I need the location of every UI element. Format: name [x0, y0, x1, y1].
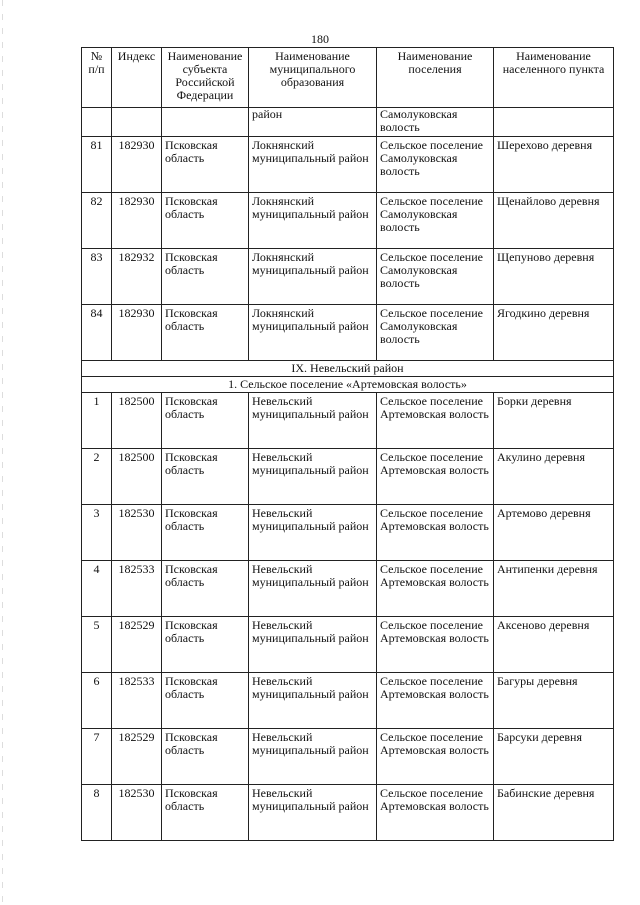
cell-locality: Щенайлово деревня [494, 193, 614, 249]
cell-subject: Псковская область [162, 785, 249, 841]
cell-index: 182930 [112, 137, 162, 193]
cell-settlement: Сельское поселение Артемовская волость [377, 561, 494, 617]
cell-index: 182932 [112, 249, 162, 305]
cell-settlement: Сельское поселение Самолуковская волость [377, 193, 494, 249]
cell-num: 84 [82, 305, 112, 361]
table-row [82, 449, 614, 505]
cell-subject: Псковская область [162, 561, 249, 617]
cell-municipality: район [249, 108, 377, 137]
settlement-heading: 1. Сельское поселение «Артемовская волость» [82, 377, 614, 393]
cell-subject: Псковская область [162, 137, 249, 193]
continuation-row [82, 108, 614, 137]
cell-municipality: Невельский муниципальный район [249, 729, 377, 785]
cell-num: 81 [82, 137, 112, 193]
cell-municipality: Невельский муниципальный район [249, 393, 377, 449]
cell-locality: Антипенки деревня [494, 561, 614, 617]
cell-subject: Псковская область [162, 673, 249, 729]
cell-num: 7 [82, 729, 112, 785]
cell-num: 2 [82, 449, 112, 505]
cell-settlement: Сельское поселение Артемовская волость [377, 673, 494, 729]
cell-subject: Псковская область [162, 449, 249, 505]
cell-index: 182930 [112, 305, 162, 361]
cell-num [82, 108, 112, 137]
cell-settlement: Сельское поселение Самолуковская волость [377, 249, 494, 305]
district-heading-row [82, 361, 614, 377]
cell-subject [162, 108, 249, 137]
table-row [82, 305, 614, 361]
scan-edge [2, 0, 3, 905]
cell-locality: Аксеново деревня [494, 617, 614, 673]
table-row [82, 729, 614, 785]
cell-locality: Ягодкино деревня [494, 305, 614, 361]
settlement-heading-row [82, 377, 614, 393]
cell-subject: Псковская область [162, 729, 249, 785]
cell-municipality: Невельский муниципальный район [249, 785, 377, 841]
table-row [82, 561, 614, 617]
header-locality: Наименование населенного пункта [494, 48, 614, 108]
cell-locality: Багуры деревня [494, 673, 614, 729]
cell-municipality: Локнянский муниципальный район [249, 305, 377, 361]
cell-settlement: Сельское поселение Самолуковская волость [377, 305, 494, 361]
cell-municipality: Локнянский муниципальный район [249, 137, 377, 193]
page-number: 180 [311, 32, 329, 46]
cell-settlement: Сельское поселение Артемовская волость [377, 505, 494, 561]
cell-municipality: Невельский муниципальный район [249, 561, 377, 617]
cell-index: 182500 [112, 393, 162, 449]
cell-settlement: Сельское поселение Самолуковская волость [377, 137, 494, 193]
cell-num: 82 [82, 193, 112, 249]
cell-index: 182500 [112, 449, 162, 505]
table-row [82, 673, 614, 729]
cell-settlement: Сельское поселение Артемовская волость [377, 449, 494, 505]
header-subject: Наименование субъекта Российской Федерации [162, 48, 249, 108]
cell-locality: Бабинские деревня [494, 785, 614, 841]
cell-locality: Щепуново деревня [494, 249, 614, 305]
cell-subject: Псковская область [162, 249, 249, 305]
settlements-table [81, 47, 614, 841]
cell-subject: Псковская область [162, 393, 249, 449]
cell-num: 5 [82, 617, 112, 673]
cell-index: 182529 [112, 729, 162, 785]
cell-municipality: Невельский муниципальный район [249, 617, 377, 673]
district-heading: IX. Невельский район [82, 361, 614, 377]
header-municipality: Наименование муниципального образования [249, 48, 377, 108]
cell-settlement: Сельское поселение Артемовская волость [377, 785, 494, 841]
cell-municipality: Невельский муниципальный район [249, 505, 377, 561]
cell-municipality: Невельский муниципальный район [249, 673, 377, 729]
cell-num: 6 [82, 673, 112, 729]
cell-settlement: Сельское поселение Артемовская волость [377, 393, 494, 449]
cell-subject: Псковская область [162, 505, 249, 561]
cell-num: 8 [82, 785, 112, 841]
table-row [82, 137, 614, 193]
table-row [82, 393, 614, 449]
cell-index: 182530 [112, 505, 162, 561]
cell-locality: Артемово деревня [494, 505, 614, 561]
table-header-row [82, 48, 614, 108]
table-row [82, 617, 614, 673]
header-settlement: Наименование поселения [377, 48, 494, 108]
cell-locality: Акулино деревня [494, 449, 614, 505]
cell-subject: Псковская область [162, 617, 249, 673]
table-row [82, 785, 614, 841]
cell-index: 182930 [112, 193, 162, 249]
cell-index: 182533 [112, 673, 162, 729]
cell-settlement: Самолуковская волость [377, 108, 494, 137]
cell-num: 1 [82, 393, 112, 449]
cell-subject: Псковская область [162, 305, 249, 361]
cell-num: 4 [82, 561, 112, 617]
cell-municipality: Локнянский муниципальный район [249, 249, 377, 305]
table-body [82, 108, 614, 841]
cell-num: 83 [82, 249, 112, 305]
cell-index: 182529 [112, 617, 162, 673]
cell-locality [494, 108, 614, 137]
header-index: Индекс [112, 48, 162, 108]
cell-subject: Псковская область [162, 193, 249, 249]
cell-index: 182530 [112, 785, 162, 841]
table-row [82, 193, 614, 249]
cell-settlement: Сельское поселение Артемовская волость [377, 729, 494, 785]
header-num: № п/п [82, 48, 112, 108]
table-row [82, 505, 614, 561]
cell-locality: Шерехово деревня [494, 137, 614, 193]
cell-locality: Барсуки деревня [494, 729, 614, 785]
cell-municipality: Невельский муниципальный район [249, 449, 377, 505]
cell-index [112, 108, 162, 137]
cell-num: 3 [82, 505, 112, 561]
cell-index: 182533 [112, 561, 162, 617]
cell-municipality: Локнянский муниципальный район [249, 193, 377, 249]
cell-locality: Борки деревня [494, 393, 614, 449]
cell-settlement: Сельское поселение Артемовская волость [377, 617, 494, 673]
table-row [82, 249, 614, 305]
